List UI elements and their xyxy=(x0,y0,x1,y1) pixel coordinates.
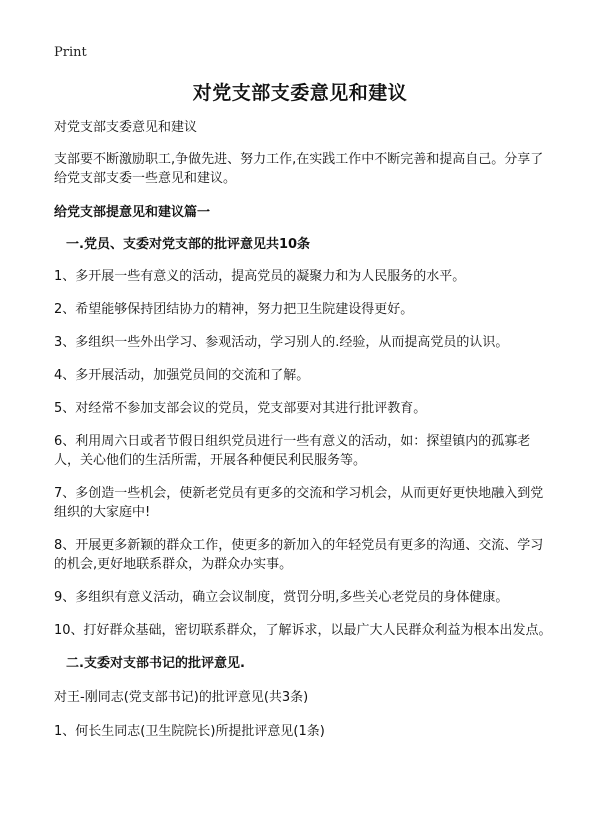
list-item: 6、利用周六日或者节假日组织党员进行一些有意义的活动，如：探望镇内的孤寡老人，关心他们的生活所需，开展各种便民利民服务等。 xyxy=(54,434,531,468)
article-intro: 支部要不断激励职工,争做先进、努力工作,在实践工作中不断完善和提高自己。分享了给党支部支委一些意见和建议。 xyxy=(54,152,544,186)
criticism-list xyxy=(54,267,554,640)
section-heading-main: 给党支部提意见和建议篇一 xyxy=(54,205,211,220)
section-heading-2: 二.支委对支部书记的批评意见. xyxy=(66,656,245,671)
list-item: 10、打好群众基础，密切联系群众，了解诉求，以最广大人民群众利益为根本出发点。 xyxy=(54,623,552,638)
list-item: 1、多开展一些有意义的活动，提高党员的凝聚力和为人民服务的水平。 xyxy=(54,269,466,284)
list-item: 3、多组织一些外出学习、参观活动，学习别人的.经验，从而提高党员的认识。 xyxy=(54,335,509,350)
secretary-criticism-line: 对王-刚同志(党支部书记)的批评意见(共3条) xyxy=(54,690,309,705)
list-item: 7、多创造一些机会，使新老党员有更多的交流和学习机会，从而更好更快地融入到党组织的大家庭中! xyxy=(54,486,544,520)
section-heading-1: 一.党员、支委对党支部的批评意见共10条 xyxy=(66,237,311,252)
list-item: 9、多组织有意义活动，确立会议制度，赏罚分明,多些关心老党员的身体健康。 xyxy=(54,590,509,605)
list-item: 4、多开展活动，加强党员间的交流和了解。 xyxy=(54,368,310,383)
director-criticism-line: 1、何长生同志(卫生院院长)所提批评意见(1条) xyxy=(54,724,325,739)
print-link[interactable]: Print xyxy=(54,45,87,60)
list-item: 8、开展更多新颖的群众工作，使更多的新加入的年轻党员有更多的沟通、交流、学习的机会,更好地联系群众，为群众办实事。 xyxy=(54,538,544,572)
list-item: 5、对经常不参加支部会议的党员，党支部要对其进行批评教育。 xyxy=(54,401,427,416)
article-body xyxy=(54,118,554,741)
article-subtitle: 对党支部支委意见和建议 xyxy=(54,120,198,135)
page-title: 对党支部支委意见和建议 xyxy=(192,82,408,104)
list-item: 2、希望能够保持团结协力的精神，努力把卫生院建设得更好。 xyxy=(54,302,414,317)
